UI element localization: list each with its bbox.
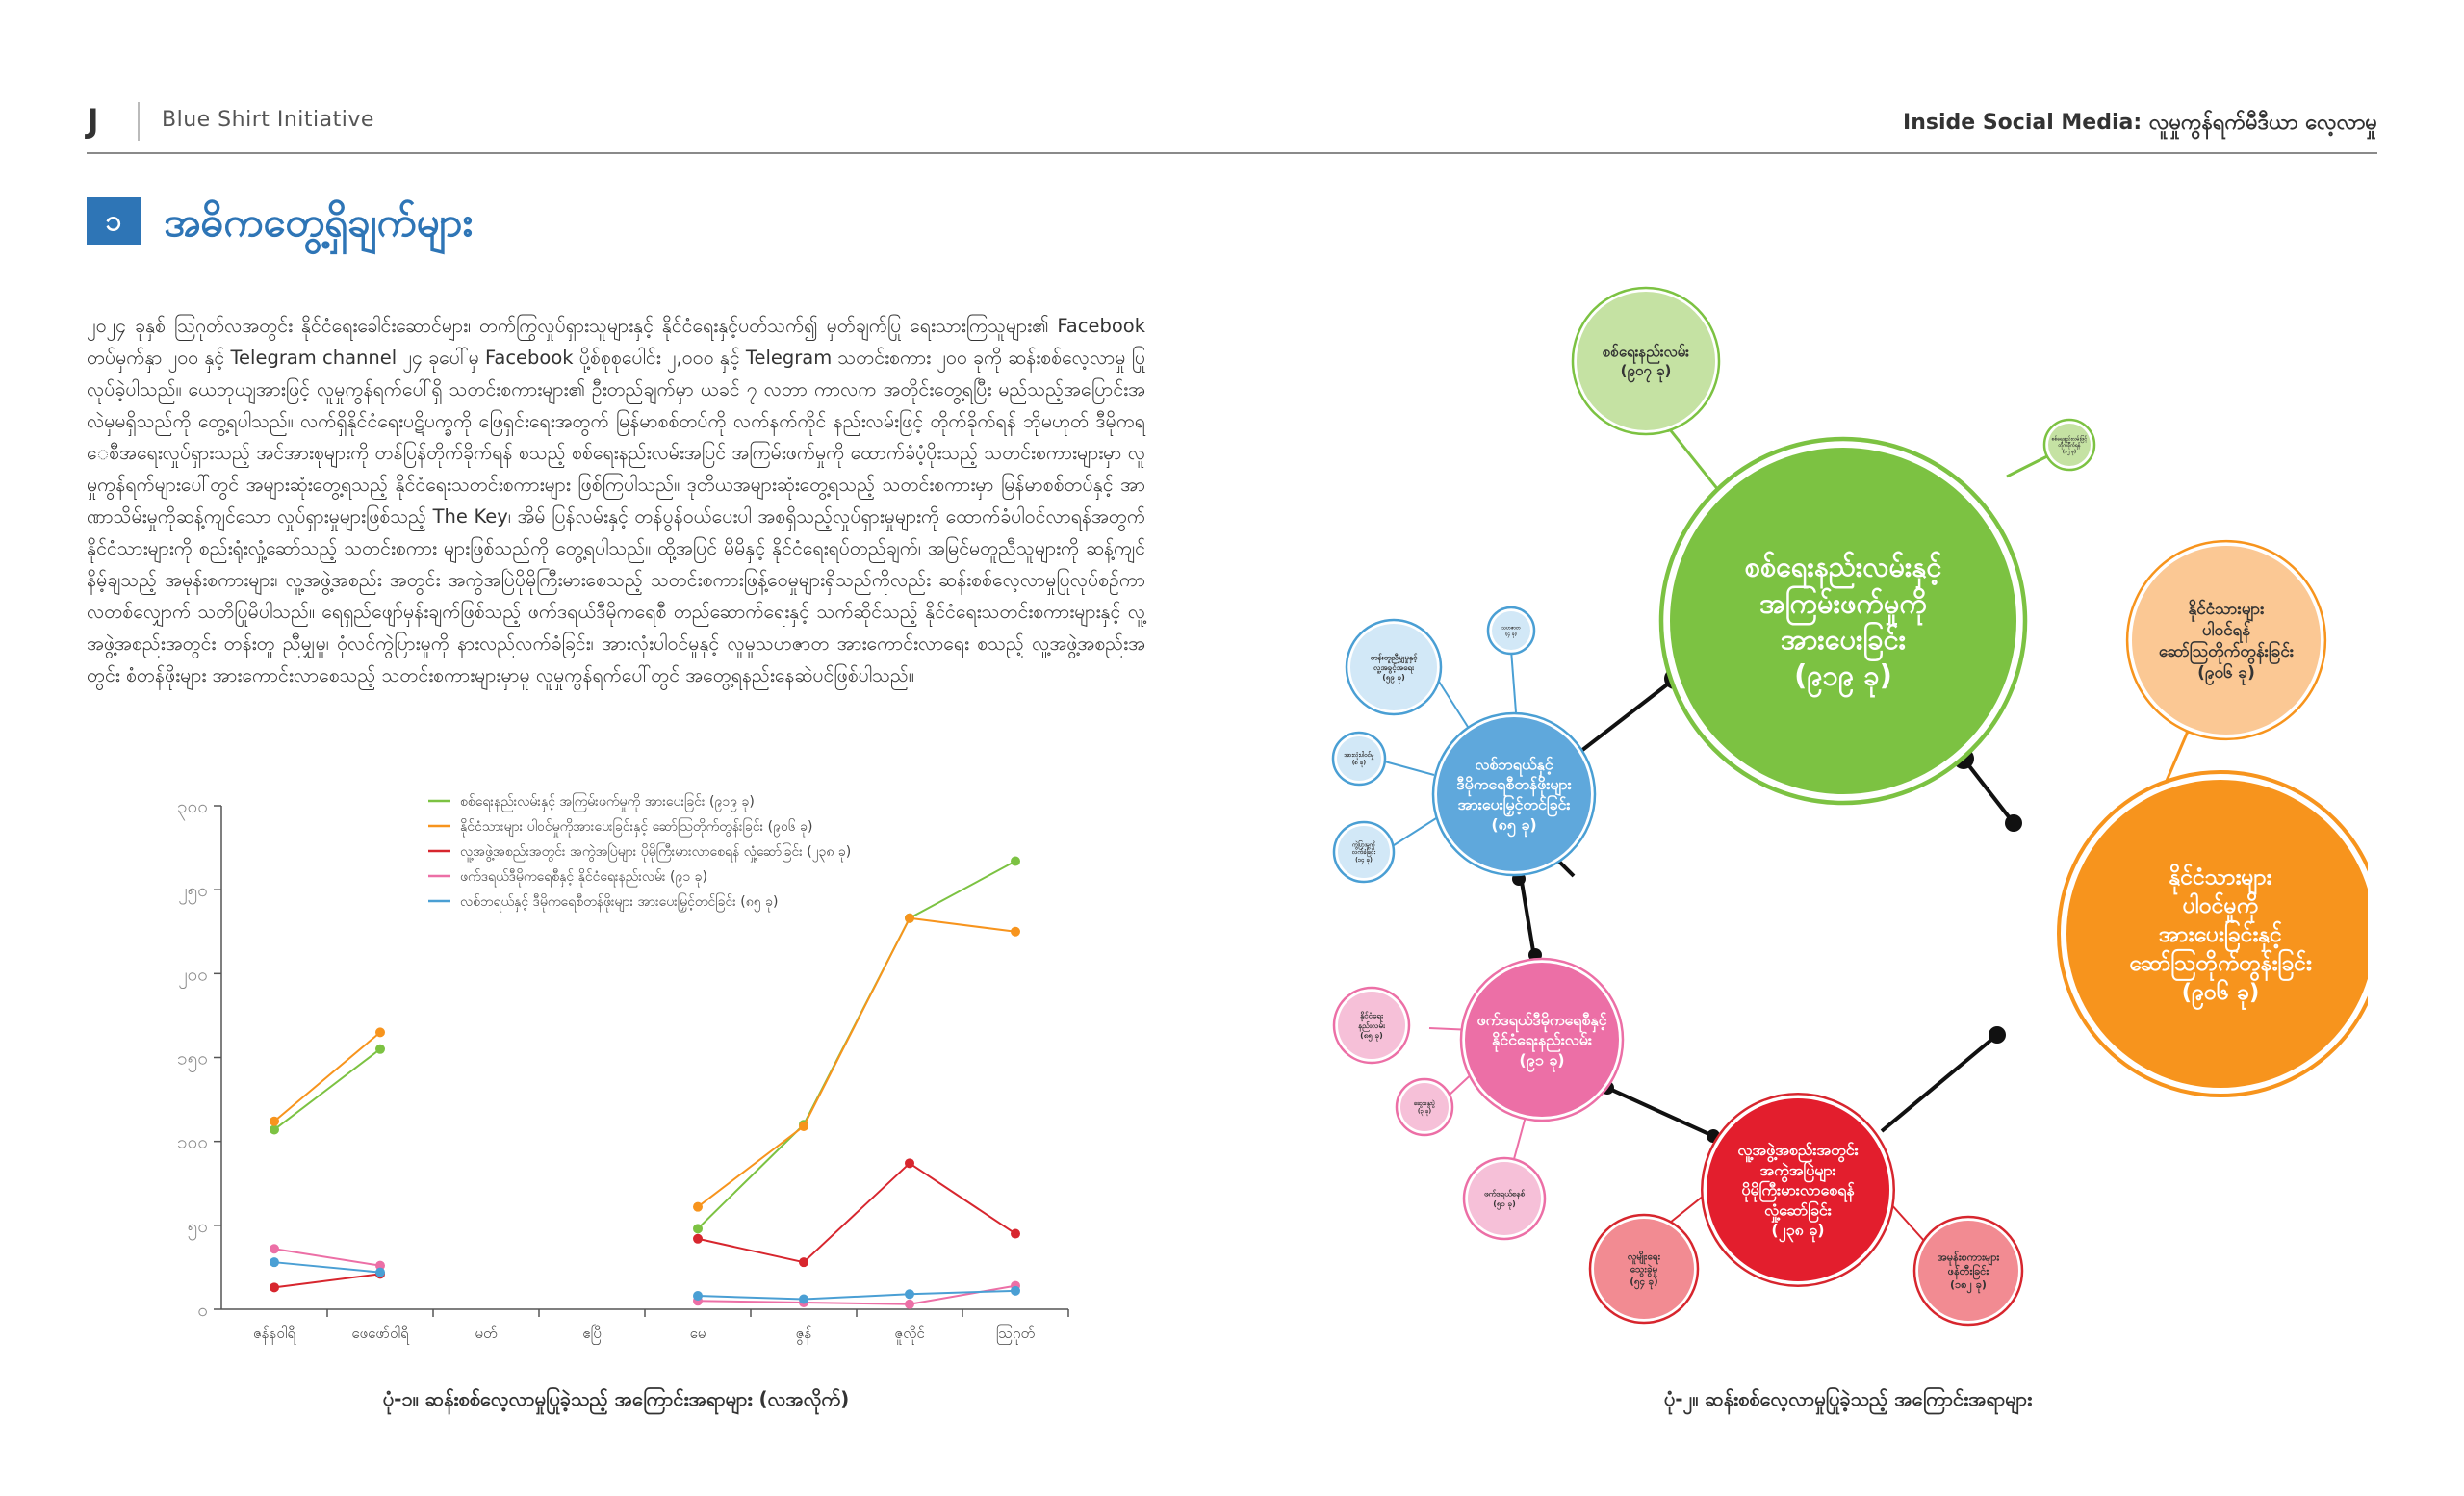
data-point bbox=[693, 1234, 703, 1244]
x-tick-label: ဩဂုတ် bbox=[995, 1325, 1036, 1342]
citizen-small-bubble-label-line: ဆော်ဩတိုက်တွန်းခြင်း bbox=[2158, 642, 2295, 661]
data-point bbox=[693, 1224, 703, 1233]
series-line-segment bbox=[910, 918, 1015, 932]
organization-name: Blue Shirt Initiative bbox=[162, 108, 374, 132]
division-bubble-label-line: အကွဲအပြဲများ bbox=[1759, 1160, 1836, 1179]
x-tick-label: ဇန်နဝါရီ bbox=[252, 1325, 296, 1342]
military-bubble-label-line: စစ်ရေးနည်းလမ်းနှင့် bbox=[1744, 550, 1942, 583]
division-sub-bubble-label bbox=[1628, 1251, 1661, 1291]
y-tick-label: ၂၀၀ bbox=[178, 964, 208, 986]
series-line-segment bbox=[804, 1294, 910, 1299]
legend-entry: ဖက်ဒရယ်ဒီမိုကရေစီနှင့် နိုင်ငံရေးနည်းလမ်း (၉၁ ခု) bbox=[460, 869, 708, 885]
series-line-segment bbox=[698, 1296, 804, 1299]
liberal-sub-bubble-label bbox=[1352, 839, 1376, 865]
series-line-segment bbox=[910, 1163, 1015, 1233]
federal-sub-bubble-circle bbox=[1468, 1162, 1541, 1235]
figure-caption-left: ပုံ-၁။ ဆန်းစစ်လေ့လာမှုပြုခဲ့သည့် အကြောင်းအရာများ (လအလိုက်) bbox=[382, 1387, 850, 1410]
logo: J bbox=[87, 102, 99, 141]
series-line-segment bbox=[910, 862, 1015, 918]
liberal-bubble-label-line: ဒီမိုကရေစီတန်ဖိုးများ bbox=[1456, 775, 1572, 794]
federal-bubble-label-line: ဖက်ဒရယ်ဒီမိုကရေစီနှင့် bbox=[1476, 1010, 1607, 1029]
liberal-sub-bubble-label-line: (၈ ခု) bbox=[1351, 760, 1367, 766]
division-sub-bubble-label-line: လူမျိုးရေး bbox=[1627, 1251, 1661, 1263]
federal-sub-bubble-label-line: ဆွေးနွေးပွဲ bbox=[1414, 1100, 1435, 1108]
citizen-small-bubble-label-line: နိုင်ငံသားများ bbox=[2188, 599, 2265, 619]
x-tick-label: ဧပြီ bbox=[582, 1325, 602, 1342]
liberal-sub-bubble-label-line: ကွဲပြားမှုကို bbox=[1352, 841, 1375, 849]
line-chart bbox=[154, 789, 1097, 1348]
data-point bbox=[375, 1027, 385, 1037]
legend-entry: နိုင်ငံသားများ ပါဝင်မှုကိုအားပေးခြင်းနှင့် ဆော်ဩတိုက်တွန်းခြင်း (၉၀၆ ခု) bbox=[460, 819, 813, 835]
military-small-bubble-label-line: (၉၀၇ ခု) bbox=[1620, 362, 1672, 379]
federal-sub-bubble-label bbox=[1358, 1010, 1386, 1043]
citizen-bubble-label-line: နိုင်ငံသားများ bbox=[2169, 864, 2272, 890]
liberal-sub-bubble-label-line: လက်ခံခြင်း bbox=[1351, 849, 1376, 857]
federal-bubble-label-line: (၉၁ ခု) bbox=[1519, 1050, 1565, 1070]
military-tiny-bubble-label-line: (၁၂ ခု) bbox=[2062, 449, 2077, 455]
y-tick-label: ၀ bbox=[197, 1300, 208, 1321]
y-tick-label: ၃၀၀ bbox=[176, 796, 208, 817]
data-point bbox=[270, 1244, 279, 1253]
data-point bbox=[270, 1124, 279, 1134]
legend-entry: စစ်ရေးနည်းလမ်းနှင့် အကြမ်းဖက်မှုကို အားပေးခြင်း (၉၁၉ ခု) bbox=[460, 794, 755, 810]
figure-caption-right: ပုံ-၂။ ဆန်းစစ်လေ့လာမှုပြုခဲ့သည့် အကြောင်းအရာများ bbox=[1663, 1387, 2033, 1410]
connector-blue bbox=[1381, 761, 1434, 775]
data-point bbox=[799, 1122, 808, 1131]
data-point bbox=[1011, 1229, 1020, 1239]
liberal-bubble-label-line: အားပေးမြှင့်တင်ခြင်း bbox=[1457, 795, 1571, 813]
military-small-bubble-circle bbox=[1577, 292, 1715, 430]
federal-sub-bubble-label-line: နည်းလမ်း bbox=[1357, 1020, 1386, 1030]
liberal-sub-bubble-label-line: လူ့အခွင့်အရေး bbox=[1373, 662, 1415, 672]
federal-sub-bubble-label-line: (၅၁ ခု) bbox=[1493, 1199, 1516, 1208]
data-point bbox=[693, 1291, 703, 1301]
x-tick-label: မတ် bbox=[475, 1325, 498, 1342]
military-bubble-circle bbox=[1670, 448, 2016, 794]
connector-federal-division bbox=[1607, 1088, 1713, 1136]
connector-blue bbox=[1511, 650, 1516, 712]
series-line-segment bbox=[804, 918, 910, 1126]
header-divider bbox=[138, 102, 140, 141]
military-bubble-label-line: (၉၁၉ ခု) bbox=[1794, 658, 1892, 692]
series-line-segment bbox=[910, 1286, 1015, 1304]
connector-dot bbox=[2005, 814, 2022, 832]
military-tiny-bubble-label-line: စစ်ရေးနည်းလမ်းဖြင့် bbox=[2051, 436, 2088, 443]
division-sub-bubble-label-line: (၁၈၂ ခု) bbox=[1950, 1278, 1987, 1292]
military-bubble-label-line: အားပေးခြင်း bbox=[1780, 623, 1907, 656]
data-point bbox=[905, 1158, 914, 1168]
liberal-bubble-label-line: လစ်ဘရယ်နှင့် bbox=[1475, 755, 1553, 774]
body-paragraph: ၂၀၂၄ ခုနှစ် ဩဂုတ်လအတွင်း နိုင်ငံရေးခေါင်းဆောင်များ၊ တက်ကြွလှုပ်ရှားသူများနှင့် နိုင်ငံရေးနှင့်ပတ်သက်၍ မှတ်ချက်ပြု ရေးသားကြသူများ၏ Facebook တပ်မှက်နှာ ၂၀၀ နှင့် Telegram channel ၂၄ ခုပေါ်မှ Facebook ပို့စ်စုစုပေါင်း ၂,၀၀၀ နှင့် Telegram သတင်းစကား ၂၀၀ ခုကို ဆန်းစစ်လေ့လာမှု ပြုလုပ်ခဲ့ပါသည်။ ယေဘုယျအားဖြင့် လူမှုကွန်ရက်ပေါ်ရှိ သတင်းစကားများ၏ ဦးတည်ချက်မှာ ယခင် ၇ လတာ ကာလက အတိုင်းတွေ့ရပြီး မည်သည့်အပြောင်းအလဲမှမရှိသည်ကို တွေ့ရပါသည်။ လက်ရှိနိုင်ငံရေးပဋိပက္ခကို ဖြေရှင်းရေးအတွက် မြန်မာစစ်တပ်ကို လက်နက်ကိုင် နည်းလမ်းဖြင့် တိုက်ခိုက်ရန် ဘိုမဟုတ် ဒီမိုကရေစီအရေးလှုပ်ရှားသည့် အင်အားစုများကို တန်ပြန်တိုက်ခိုက်ရန် စသည့် စစ်ရေးနည်းလမ်းအပြင် အကြမ်းဖက်မှုကို ထောက်ခံပံ့ပိုးသည့် သတင်းစကားများမှာ လူမှုကွန်ရက်များပေါ်တွင် အများဆုံးတွေ့ရသည့် နိုင်ငံရေးသတင်းစကားများ ဖြစ်ကြပါသည်။ ဒုတိယအများဆုံးတွေ့ရသည့် သတင်းစကားမှာ မြန်မာစစ်တပ်နှင့် အာဏာသိမ်းမှုကိုဆန့်ကျင်သော လှုပ်ရှားမှုများဖြစ်သည့် The Key၊ အိမ် ပြန်လမ်းနှင့် တန်ပွန်ဝယ်ပေးပါ အစရှိသည့်လှုပ်ရှားမှုများကို ထောက်ခံပါဝင်လာရန်အတွက် နိုင်ငံသားများကို စည်းရုံးလှုံ့ဆော်သည့် သတင်းစကား များဖြစ်သည်ကို တွေ့ရပါသည်။ ထို့အပြင် မိမိနှင့် နိုင်ငံရေးရပ်တည်ချက်၊ အမြင်မတူညီသူများကို ဆန့်ကျင်နိမ့်ချသည့် အမုန်းစကားများ၊ လူ့အဖွဲ့အစည်း အတွင်း အကွဲအပြဲပိုမိုကြီးမားစေသည့် သတင်းစကားဖြန့်ဝေမှုများရှိသည်ကိုလည်း ဆန်းစစ်လေ့လာမှုပြုလုပ်စဉ်ကာလတစ်လျှောက် သတိပြုမိပါသည်။ ရေရှည်ဖျော်မှန်းချက်ဖြစ်သည့် ဖက်ဒရယ်ဒီမိုကရေစီ တည်ဆောက်ရေးနှင့် သက်ဆိုင်သည့် နိုင်ငံရေးသတင်းစကားများနှင့် လူ့အဖွဲ့အစည်းအတွင်း တန်းတူ ညီမျှမှု၊ ဝုံလင်ကွဲပြားမှုကို နားလည်လက်ခံခြင်း၊ အားလုံးပါဝင်မှုနှင့် လူမှုသဟဇာတ အားကောင်းလာရေး စသည့် လူ့အဖွဲ့အစည်းအတွင်း စံတန်ဖိုးများ အားကောင်းလာစေသည့် သတင်းစကားများမှာမူ လူမှုကွန်ရက်ပေါ်တွင် အတွေ့ရနည်းနေဆဲပင်ဖြစ်ပါသည်။ bbox=[87, 315, 1145, 686]
citizen-small-bubble-label-line: (၉၀၆ ခု) bbox=[2197, 663, 2255, 684]
division-sub-bubble-label-line: သွေးခွဲမှု bbox=[1630, 1264, 1658, 1276]
connector-division-citizen bbox=[1882, 1035, 1997, 1131]
page-header bbox=[87, 96, 2377, 154]
y-tick-label: ၅၀ bbox=[187, 1215, 208, 1237]
y-tick-label: ၁၅၀ bbox=[176, 1047, 208, 1070]
citizen-bubble-label-line: (၉၀၆ ခု) bbox=[2181, 979, 2260, 1005]
liberal-sub-bubble-label-line: (၄ ခု) bbox=[1505, 632, 1517, 637]
data-point bbox=[905, 914, 914, 923]
citizen-small-bubble-label-line: ပါဝင်ရန် bbox=[2201, 620, 2251, 640]
series-line-segment bbox=[804, 1303, 910, 1304]
data-point bbox=[799, 1257, 808, 1267]
y-tick-label: ၂၅၀ bbox=[178, 880, 208, 902]
division-bubble-label-line: လူ့အဖွဲ့အစည်းအတွင်း bbox=[1737, 1141, 1859, 1159]
division-sub-bubble-label-line: အမုန်းစကားများ bbox=[1937, 1251, 2000, 1264]
military-tiny-bubble-label-line: တိုက်ခိုက်ရန် bbox=[2058, 442, 2081, 449]
data-point bbox=[1011, 857, 1020, 866]
legend-entry: လူ့အဖွဲ့အစည်းအတွင်း အကွဲအပြဲများ ပိုမိုကြီးမားလာစေရန် လှုံ့ဆော်ခြင်း (၂၃၈ ခု) bbox=[460, 844, 852, 860]
liberal-sub-bubble-label-line: (၁၄ ခု) bbox=[1355, 856, 1373, 864]
series-line-segment bbox=[274, 1049, 380, 1130]
federal-sub-bubble-label-line: နိုင်ငံရေး bbox=[1360, 1011, 1383, 1020]
division-bubble-label-line: ပိုမိုကြီးမားလာစေရန် bbox=[1741, 1180, 1855, 1199]
series-line-segment bbox=[274, 1032, 380, 1121]
division-sub-bubble-label-line: (၅၄ ခု) bbox=[1630, 1277, 1658, 1288]
data-point bbox=[693, 1202, 703, 1212]
citizen-bubble-label-line: ပါဝင်မှုကို bbox=[2182, 893, 2259, 919]
x-tick-label: ဇူလိုင် bbox=[894, 1325, 925, 1342]
series-line-segment bbox=[698, 1124, 804, 1228]
data-point bbox=[1011, 1286, 1020, 1296]
data-point bbox=[375, 1268, 385, 1277]
citizen-bubble-label-line: ဆော်ဩတိုက်တွန်းခြင်း bbox=[2129, 950, 2312, 976]
liberal-sub-bubble-label-line: အားလုံးပါဝင်မှု bbox=[1344, 752, 1374, 760]
division-bubble-label-line: လှုံ့ဆော်ခြင်း bbox=[1764, 1200, 1832, 1220]
federal-sub-bubble-label-line: (၃ ခု) bbox=[1417, 1108, 1432, 1115]
bubble-diagram bbox=[1290, 270, 2368, 1367]
federal-sub-bubble-label-line: ဖက်ဒရယ်စနစ် bbox=[1483, 1189, 1526, 1199]
report-title: Inside Social Media: လူမှုကွန်ရက်မီဒီယာ လေ့လာမှု bbox=[1903, 111, 2377, 135]
connector-military-citizen bbox=[1964, 759, 2014, 823]
military-bubble-label-line: အကြမ်းဖက်မှုကို bbox=[1759, 586, 1927, 620]
series-line-segment bbox=[910, 1291, 1015, 1294]
section-number: ၁ bbox=[87, 197, 141, 245]
liberal-sub-bubble-label-line: (၅၉ ခု) bbox=[1382, 673, 1405, 683]
series-line-segment bbox=[698, 1126, 804, 1207]
liberal-bubble-label-line: (၈၅ ခု) bbox=[1491, 814, 1537, 834]
division-bubble-label-line: (၂၃၈ ခု) bbox=[1771, 1221, 1825, 1240]
federal-bubble-label-line: နိုင်ငံရေးနည်းလမ်း bbox=[1492, 1030, 1592, 1049]
data-point bbox=[905, 1289, 914, 1299]
y-tick-label: ၁၀၀ bbox=[176, 1131, 208, 1153]
connector-dot bbox=[1989, 1026, 2006, 1044]
connector-liberal-military bbox=[1569, 679, 1675, 761]
data-point bbox=[905, 1300, 914, 1309]
data-point bbox=[1011, 927, 1020, 937]
section-title: အဓိကတွေ့ရှိချက်များ bbox=[164, 198, 474, 245]
legend-entry: လစ်ဘရယ်နှင့် ဒီမိုကရေစီတန်ဖိုးများ အားပေးမြှင့်တင်ခြင်း (၈၅ ခု) bbox=[460, 894, 779, 910]
citizen-small-bubble-circle bbox=[2132, 546, 2321, 735]
data-point bbox=[799, 1295, 808, 1304]
data-point bbox=[270, 1117, 279, 1126]
connector-green bbox=[1665, 424, 1723, 496]
x-tick-label: ဖေဖော်ဝါရီ bbox=[351, 1325, 409, 1342]
division-sub-bubble-label-line: ဖန်တီးခြင်း bbox=[1947, 1264, 1989, 1277]
liberal-sub-bubble-label-line: တန်းတူညီမျှမှုနှင့် bbox=[1370, 653, 1418, 662]
series-line-segment bbox=[274, 1274, 380, 1287]
series-line-segment bbox=[698, 1239, 804, 1262]
federal-sub-bubble-label-line: (၈၅ ခု) bbox=[1360, 1031, 1383, 1041]
liberal-bubble-circle bbox=[1437, 717, 1591, 871]
series-line-segment bbox=[698, 1301, 804, 1303]
x-tick-label: မေ bbox=[689, 1325, 706, 1342]
x-tick-label: ဇွန် bbox=[795, 1325, 812, 1342]
data-point bbox=[270, 1282, 279, 1292]
citizen-bubble-label-line: အားပေးခြင်းနှင့် bbox=[2159, 922, 2282, 948]
data-point bbox=[375, 1045, 385, 1054]
liberal-sub-bubble-label-line: သဟဇာတ bbox=[1502, 625, 1521, 632]
data-point bbox=[270, 1257, 279, 1267]
series-line-segment bbox=[804, 1163, 910, 1262]
military-small-bubble-label-line: စစ်ရေးနည်းလမ်း bbox=[1603, 343, 1689, 361]
